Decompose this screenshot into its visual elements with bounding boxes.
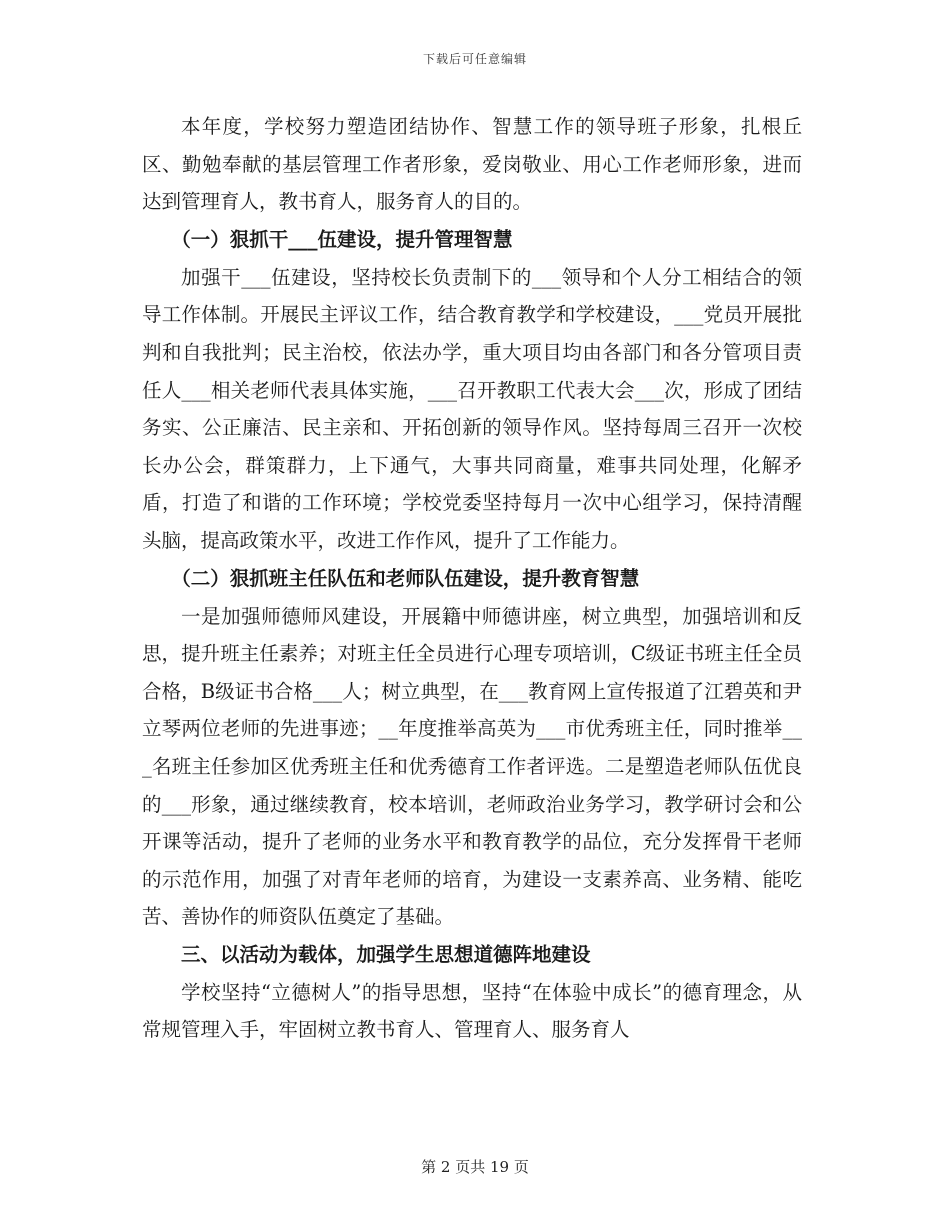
paragraph-teachers: 一是加强师德师风建设，开展籍中师德讲座，树立典型，加强培训和反思，提升班主任素养；对班主任全员进行心理专项培训，C级证书班主任全员合格，B级证书合格___人；树立典型，在___教育网上宣传报道了江碧英和尹立琴两位老师的先进事迹；__年度推举高英为___市优秀班主任，同时推举___名班主任参加区优秀班主任和优秀德育工作者评选。二是塑造老师队伍优良的___形象，通过继续教育，校本培训，老师政治业务学习，教学研讨会和公开课等活动，提升了老师的业务水平和教育教学的品位，充分发挥骨干老师的示范作用，加强了对青年老师的培育，为建设一支素养高、业务精、能吃苦、善协作的师资队伍奠定了基础。 [142, 604, 802, 929]
section-heading-leadership: （一）狠抓干___伍建设，提升管理智慧 [171, 227, 513, 251]
section-heading-teachers: （二）狠抓班主任队伍和老师队伍建设，提升教育智慧 [171, 566, 640, 590]
page-footer: 第 2 页共 19 页 [421, 1158, 529, 1176]
paragraph-leadership: 加强干___伍建设，坚持校长负责制下的___领导和个人分工相结合的领导工作体制。开展民主评议工作，结合教育教学和学校建设，___党员开展批判和自我批判；民主治校，依法办学，重大项目均由各部门和各分管项目责任人___相关老师代表具体实施，___召开教职工代表大会___次，形成了团结务实、公正廉洁、民主亲和、开拓创新的领导作风。坚持每周三召开一次校长办公会，群策群力，上下通气，大事共同商量，难事共同处理，化解矛盾，打造了和谐的工作环境；学校党委坚持每月一次中心组学习，保持清醒头脑，提高政策水平，改进工作作风，提升了工作能力。 [142, 265, 802, 552]
paragraph-moral-education: 学校坚持“立德树人”的指导思想，坚持“在体验中成长”的德育理念，从常规管理入手，牢固树立教书育人、管理育人、服务育人 [142, 980, 802, 1042]
document-body [142, 108, 802, 1049]
paragraph-intro: 本年度，学校努力塑造团结协作、智慧工作的领导班子形象，扎根丘区、勤勉奉献的基层管理工作者形象，爱岗敬业、用心工作老师形象，进而达到管理育人，教书育人，服务育人的目的。 [142, 115, 802, 214]
section-heading-moral-education: 三、以活动为载体，加强学生思想道德阵地建设 [181, 942, 591, 966]
page-header: 下载后可任意编辑 [422, 52, 527, 66]
